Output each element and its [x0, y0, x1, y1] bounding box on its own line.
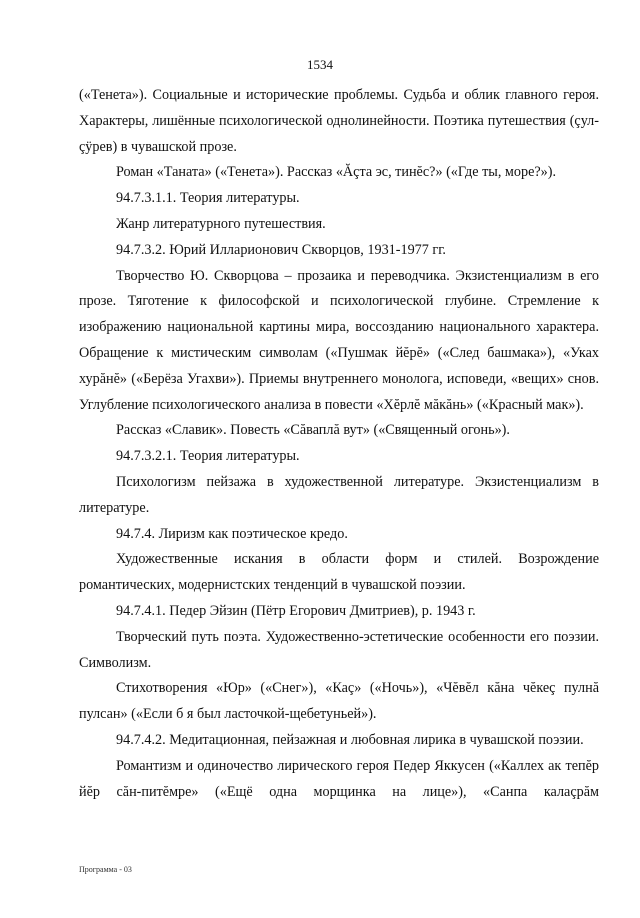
paragraph-11: Художественные искания в области форм и стилей. Возрождение романтических, модернистских тенденций в чувашской поэзии. [79, 551, 599, 594]
page-number: 1534 [307, 57, 333, 72]
paragraph-4: Жанр литературного путешествия. [116, 215, 326, 232]
paragraph-15: 94.7.4.2. Медитационная, пейзажная и любовная лирика в чувашской поэзии. [116, 731, 584, 748]
paragraph-6: Творчество Ю. Скворцова – прозаика и переводчика. Экзистенциализм в его прозе. Тяготение к философской и психологической глубине. Стремление к изображению национальной картины мира, воссозданию национального характера. Обращение к мистическим символам («Пушмак йĕрĕ» («След башмака»), «Уках хурăнĕ» («Берёза Угахви»). Приемы внутреннего монолога, исповеди, «вещих» снов. Углубление психологического анализа в повести «Хĕрлĕ мăкăнь» («Красный мак»). [79, 267, 599, 413]
paragraph-7: Рассказ «Славик». Повесть «Сăваплă вут» («Священный огонь»). [116, 422, 510, 439]
document-body [79, 83, 599, 805]
paragraph-2: Роман «Таната» («Тенета»). Рассказ «Ăçта эс, тинĕс?» («Где ты, море?»). [116, 164, 557, 181]
paragraph-9: Психологизм пейзажа в художественной литературе. Экзистенциализм в литературе. [79, 473, 599, 516]
paragraph-1: («Тенета»). Социальные и исторические проблемы. Судьба и облик главного героя. Характеры, лишённые психологической однолинейности. Поэтика путешествия (çул-çÿрев) в чувашской прозе. [79, 87, 599, 155]
paragraph-8: 94.7.3.2.1. Теория литературы. [116, 448, 300, 465]
paragraph-14: Стихотворения «Юр» («Снег»), «Каç» («Ночь»), «Чĕвĕл кăна чĕкеç пулнă пулсан» («Если б я был ласточкой-щебетуньей»). [79, 680, 599, 723]
paragraph-5: 94.7.3.2. Юрий Илларионович Скворцов, 1931-1977 гг. [116, 241, 446, 258]
paragraph-10: 94.7.4. Лиризм как поэтическое кредо. [116, 525, 348, 542]
paragraph-3: 94.7.3.1.1. Теория литературы. [116, 190, 300, 207]
paragraph-13: Творческий путь поэта. Художественно-эстетические особенности его поэзии. Символизм. [79, 628, 599, 671]
paragraph-12: 94.7.4.1. Педер Эйзин (Пётр Егорович Дмитриев), р. 1943 г. [116, 602, 476, 619]
paragraph-16: Романтизм и одиночество лирического героя Педер Яккусен («Каллех ак тепĕр йĕр сăн-питĕмре» («Ещё одна морщинка на лице»), «Санпа калаçрăм [79, 757, 599, 800]
footer-label: Программа - 03 [79, 865, 132, 874]
